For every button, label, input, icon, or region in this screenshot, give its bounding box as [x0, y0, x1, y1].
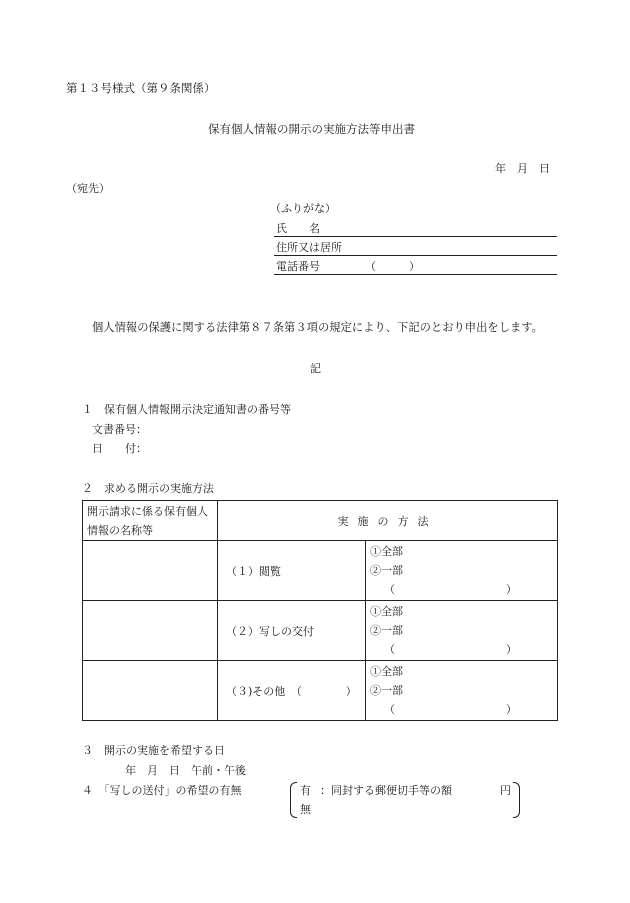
address-field[interactable]	[274, 255, 557, 256]
table-row	[83, 661, 558, 721]
option-part[interactable]: ②一部	[370, 624, 403, 637]
col1-header: 開示請求に係る保有個人情報の名称等	[83, 501, 218, 541]
table-row	[83, 541, 558, 601]
section2-heading: ２ 求める開示の実施方法	[82, 482, 214, 495]
option-part[interactable]: ②一部	[370, 564, 403, 577]
option-cell	[366, 541, 558, 601]
form-number: 第１３号様式（第９条関係）	[66, 81, 216, 95]
part-detail-field[interactable]	[366, 580, 557, 599]
info-name-cell[interactable]	[83, 541, 218, 601]
option-all[interactable]: ①全部	[370, 665, 403, 678]
section1-heading: １ 保有個人情報開示決定通知書の番号等	[82, 403, 291, 416]
section3-heading: ３ 開示の実施を希望する日	[82, 744, 225, 757]
right-bracket	[513, 782, 520, 818]
option-part[interactable]: ②一部	[370, 684, 403, 697]
paren-close: ）	[506, 703, 517, 716]
section4-heading: ４ 「写しの送付」の希望の有無	[82, 784, 242, 797]
paren-close: ）	[506, 643, 517, 656]
col2-header: 実施の方法	[218, 501, 558, 541]
option-cell	[366, 661, 558, 721]
document-title: 保有個人情報の開示の実施方法等申出書	[208, 122, 415, 136]
intro-text: 個人情報の保護に関する法律第８７条第３項の規定により、下記のとおり申出をします。	[92, 321, 543, 334]
paren-open: （	[384, 643, 395, 656]
address-label: 住所又は居所	[276, 241, 342, 254]
yen-unit: 円	[500, 784, 511, 797]
method-label: （１）閲覧	[218, 541, 366, 601]
table-header-row	[83, 501, 558, 541]
date-fields: 年 月 日	[495, 162, 550, 175]
name-field[interactable]	[274, 236, 557, 237]
left-bracket	[290, 782, 297, 818]
phone-parentheses: （ ）	[365, 260, 420, 273]
phone-field[interactable]	[274, 274, 557, 275]
name-label: 氏 名	[276, 222, 320, 235]
paren-open: （	[384, 583, 395, 596]
ki-heading: 記	[310, 362, 321, 375]
option-all[interactable]: ①全部	[370, 605, 403, 618]
addressee: （宛先）	[66, 182, 110, 195]
paren-close: ）	[506, 583, 517, 596]
info-name-cell[interactable]	[83, 601, 218, 661]
preferred-date-line[interactable]: 年 月 日 午前・午後	[125, 764, 246, 777]
doc-number-label: 文書番号：	[92, 423, 147, 436]
option-cell	[366, 601, 558, 661]
phone-label: 電話番号	[276, 260, 320, 273]
table-row	[83, 601, 558, 661]
option-yes[interactable]: 有	[300, 784, 311, 797]
stamp-amount-label: ：同封する郵便切手等の額	[320, 784, 452, 797]
disclosure-method-table	[82, 500, 558, 721]
notice-date-label: 日 付：	[92, 442, 147, 455]
paren-open: （	[384, 703, 395, 716]
part-detail-field[interactable]	[366, 700, 557, 719]
option-all[interactable]: ①全部	[370, 545, 403, 558]
part-detail-field[interactable]	[366, 640, 557, 659]
option-no[interactable]: 無	[300, 803, 311, 816]
furigana-label: （ふりがな）	[270, 202, 336, 215]
method-label: （３)その他 （ ）	[218, 661, 366, 721]
method-label: （２）写しの交付	[218, 601, 366, 661]
info-name-cell[interactable]	[83, 661, 218, 721]
